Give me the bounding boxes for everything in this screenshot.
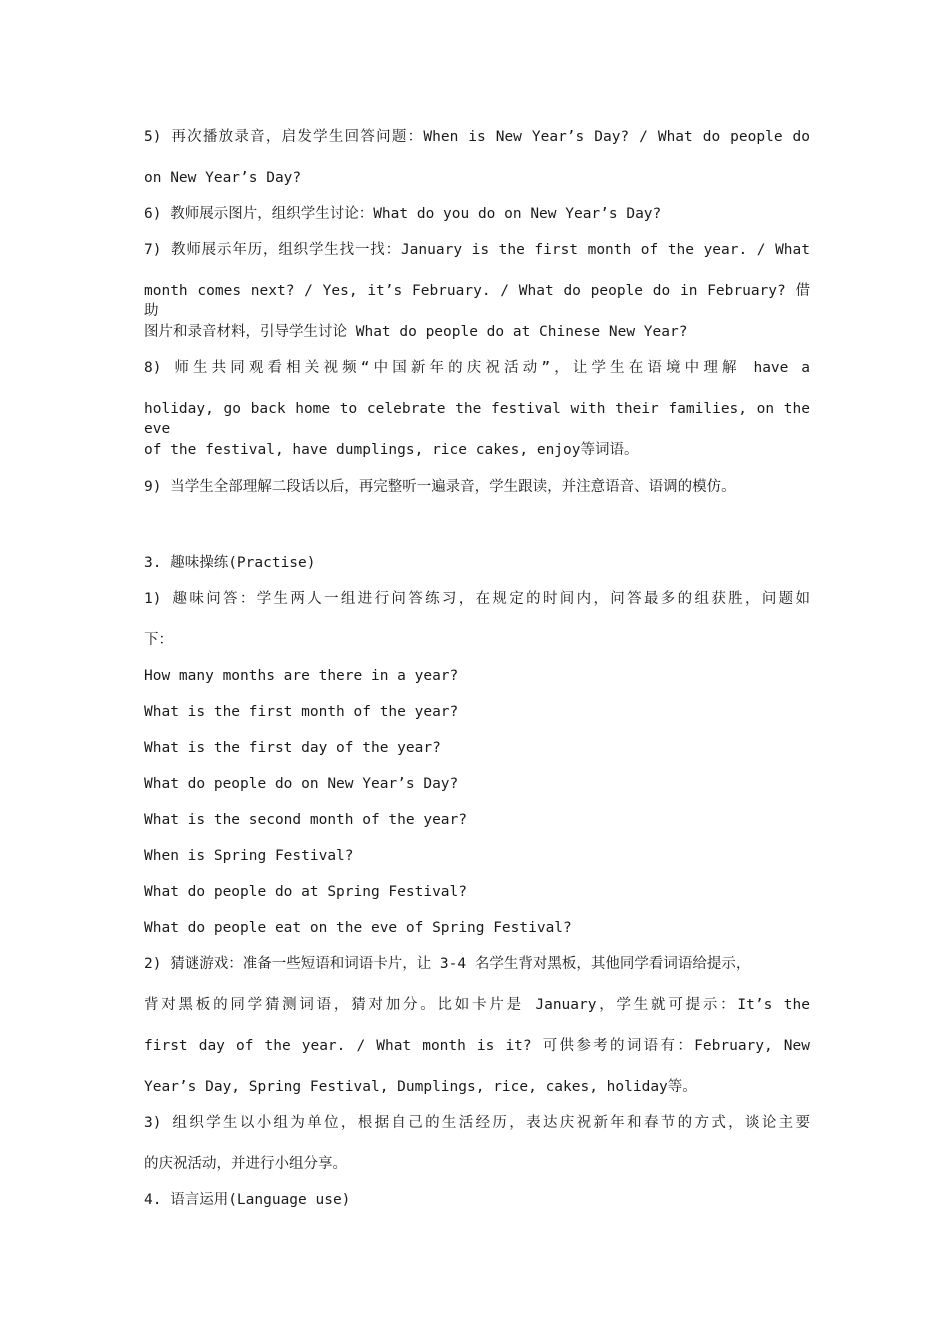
text-line: holiday, go back home to celebrate the festival with their families, on the eve [144,401,810,437]
text-line: 下： [144,632,173,648]
question-line: When is Spring Festival? [144,848,354,864]
text-line: 1) 趣味问答：学生两人一组进行问答练习，在规定的时间内，问答最多的组获胜，问题如 [144,591,810,607]
text-line: first day of the year. / What month is it? 可供参考的词语有：February, New [144,1038,810,1054]
question-line: What do people do at Spring Festival? [144,884,468,900]
text-line: 8) 师生共同观看相关视频“中国新年的庆祝活动”，让学生在语境中理解 have a [144,360,810,376]
text-line: 7) 教师展示年历，组织学生找一找：January is the first month of the year. / What [144,242,810,258]
question-line: What is the second month of the year? [144,812,468,828]
question-line: What is the first day of the year? [144,740,441,756]
text-line: 3) 组织学生以小组为单位，根据自己的生活经历，表达庆祝新年和春节的方式，谈论主要 [144,1115,810,1131]
text-line: on New Year’s Day? [144,170,302,186]
section-heading-language-use: 4. 语言运用(Language use) [144,1192,351,1208]
text-line: 6) 教师展示图片，组织学生讨论：What do you do on New Year’s Day? [144,206,662,222]
text-line: Year’s Day, Spring Festival, Dumplings, rice, cakes, holiday等。 [144,1079,697,1095]
section-heading-practise: 3. 趣味操练(Practise) [144,555,316,571]
text-line: 5) 再次播放录音，启发学生回答问题：When is New Year’s Day? / What do people do [144,129,810,145]
text-line: 2) 猜谜游戏：准备一些短语和词语卡片，让 3-4 名学生背对黑板，其他同学看词语给提示， [144,956,751,972]
text-line: 9) 当学生全部理解二段话以后，再完整听一遍录音，学生跟读，并注意语音、语调的模仿。 [144,479,736,495]
text-line: month comes next? / Yes, it’s February. / What do people do in February? 借助 [144,283,810,319]
question-line: What do people eat on the eve of Spring Festival? [144,920,572,936]
text-line: 背对黑板的同学猜测词语，猜对加分。比如卡片是 January，学生就可提示：It’s the [144,997,810,1013]
text-line: of the festival, have dumplings, rice cakes, enjoy等词语。 [144,442,639,458]
question-line: How many months are there in a year? [144,668,459,684]
question-line: What do people do on New Year’s Day? [144,776,459,792]
question-line: What is the first month of the year? [144,704,459,720]
text-line: 图片和录音材料，引导学生讨论 What do people do at Chinese New Year? [144,324,688,340]
text-line: 的庆祝活动，并进行小组分享。 [144,1156,347,1172]
